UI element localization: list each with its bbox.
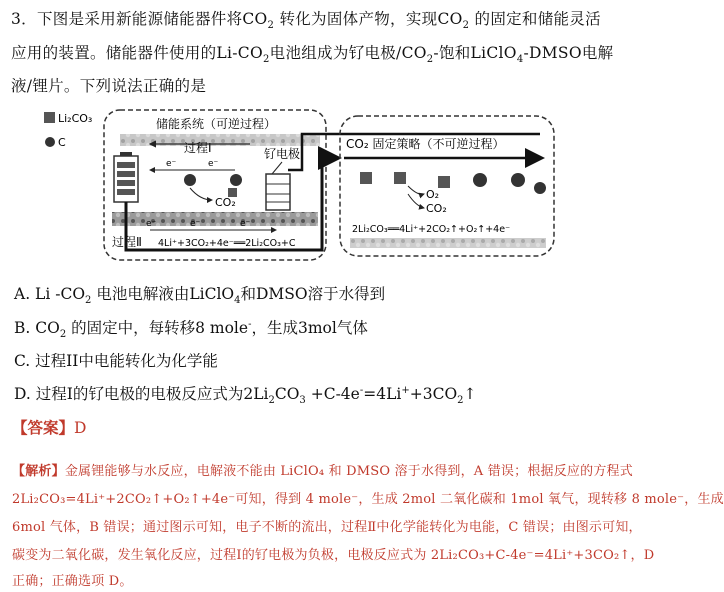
ru-electrode-label: 钌电极 (264, 147, 301, 161)
analysis-line-1: 【解析】金属锂能够与水反应，电解液不能由 LiClO₄ 和 DMSO 溶于水得到，A 错误；根据反应的方程式 (12, 464, 633, 479)
analysis-line-5: 正确；正确选项 D。 (12, 574, 133, 589)
carbon-particle (230, 174, 242, 186)
co2-fixation-title: CO₂ 固定策略（不可逆过程） (346, 137, 505, 151)
co2-right-label: CO₂ (426, 202, 447, 215)
option-b: B. $CO_2$ 的固定中，每转移8 mole-，生成3mol气体 (14, 318, 368, 341)
process-2-equation: 4Li⁺+3CO₂+4e⁻══2Li₂CO₃+C (158, 238, 296, 249)
option-a: A. Li $-CO_2$ 电池电解液由LiClO$_4$和DMSO溶于水得到 (14, 285, 386, 307)
analysis-label: 【解析】 (12, 464, 65, 479)
question-number: 3． (11, 10, 37, 28)
answer-line (12, 416, 86, 438)
ru-electrode-icon (266, 174, 290, 210)
solid-product-layer (112, 212, 318, 226)
carbon-particle (473, 173, 487, 187)
analysis-line-3: 6mol 气体，B 错误；通过图示可知，电子不断的流出，过程Ⅱ中化学能转化为电能，C 错误；由图示可知， (12, 520, 642, 535)
electron-label-1: e⁻ (166, 159, 177, 169)
answer-label: 【答案】 (12, 418, 75, 437)
electron-label-3: e⁻ (146, 219, 157, 229)
analysis-line-4: 碳变为二氧化碳，发生氧化反应，过程Ⅰ的钌电极为负极，电极反应式为 2Li₂CO₃+C-4e⁻=4Li⁺+3CO₂↑，D (12, 548, 655, 563)
li2co3-particle (438, 176, 450, 188)
fixation-equation: 2Li₂CO₃══4Li⁺+2CO₂↑+O₂↑+4e⁻ (352, 224, 511, 235)
electron-label-2: e⁻ (208, 159, 219, 169)
electron-label-5: e⁻ (240, 219, 251, 229)
question-line-2: 应用的装置。储能器件使用的$Li-CO_2$电池组成为钌电极$/CO_2-$饱和LiClO$_4$-DMSO电解 (11, 44, 614, 66)
question-line-1: 3．下图是采用新能源储能器件将$CO_2$ 转化为固体产物，实现$CO_2$ 的固定和储能灵活 (11, 10, 601, 32)
energy-storage-figure (40, 108, 562, 268)
carbon-particle (511, 173, 525, 187)
li2co3-particle (394, 172, 406, 184)
co2-left-label: CO₂ (215, 196, 236, 209)
figure-svg (40, 108, 562, 268)
carbon-particle (534, 182, 546, 194)
right-rubble (350, 238, 546, 248)
carbon-legend-swatch (45, 137, 55, 147)
storage-system-title: 储能系统（可逆过程） (156, 117, 277, 131)
answer-value: D (74, 419, 87, 437)
analysis-line-2: 2Li₂CO₃=4Li⁺+2CO₂↑+O₂↑+4e⁻可知，得到 4 mole⁻，生成 2mol 二氧化碳和 1mol 氧气，现转移 8 mole⁻，生成 (12, 492, 724, 507)
process-2-label: 过程Ⅱ (112, 235, 142, 249)
legend-li2co3-label: Li₂CO₃ (58, 112, 93, 125)
option-c: C. 过程II中电能转化为化学能 (14, 352, 218, 370)
process-1-label: 过程Ⅰ (184, 141, 212, 155)
li2co3-legend-swatch (44, 112, 55, 123)
electron-label-4: e⁻ (190, 219, 201, 229)
option-d: D. 过程I的钌电极的电极反应式为$2Li_2CO_3$ $+C-4e^-=4Li^++3CO_2↑$ (14, 384, 477, 407)
li2co3-particle (360, 172, 372, 184)
question-line-3: 液/锂片。下列说法正确的是 (11, 77, 207, 95)
carbon-particle (184, 174, 196, 186)
legend-c-label: C (58, 136, 66, 149)
o2-label: O₂ (426, 188, 440, 201)
